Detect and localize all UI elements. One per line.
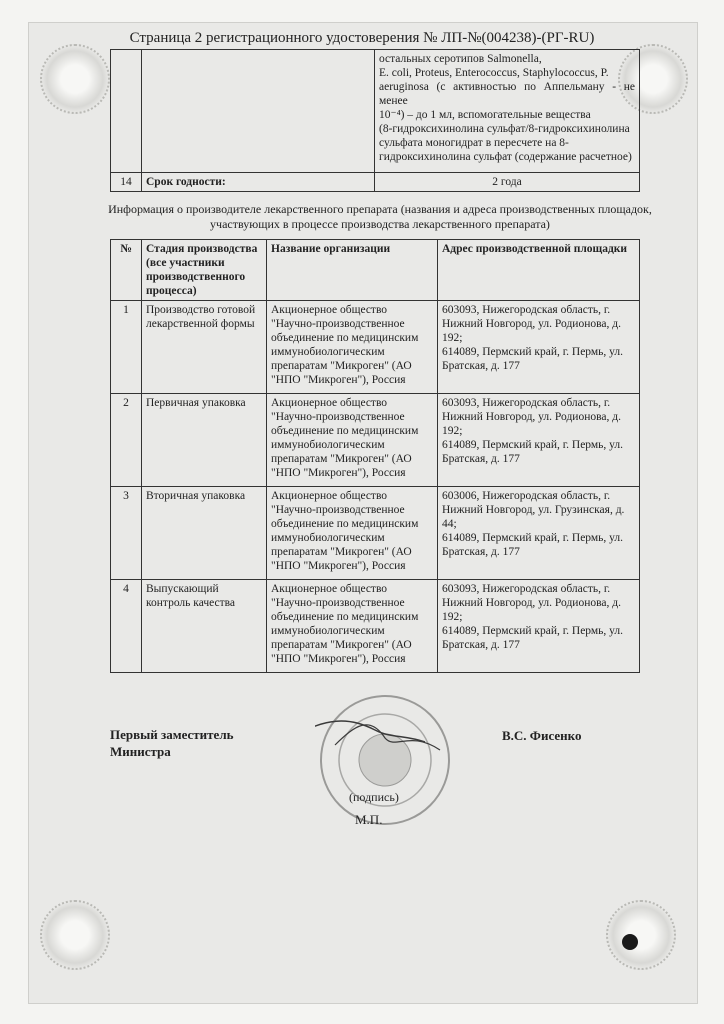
punch-hole — [622, 934, 638, 950]
signatory-name: В.С. Фисенко — [502, 728, 582, 743]
signatory-title: Первый заместитель Министра — [110, 727, 234, 759]
col-header-num: № — [111, 240, 142, 301]
manufacturer-table — [110, 239, 640, 673]
shelf-life-value: 2 года — [375, 173, 640, 192]
table-header-row — [111, 240, 640, 301]
composition-table — [110, 49, 640, 192]
signature-caption: (подпись) — [349, 790, 399, 804]
corner-rosette-ornament — [40, 900, 110, 970]
col-header-stage: Стадия производства (все участники производственного процесса) — [142, 240, 267, 301]
manufacturer-info-text: Информация о производителе лекарственного препарата (названия и адреса производственных площадок, участвующих в процессе производства лекарственного препарата) — [108, 202, 652, 231]
shelf-life-label: Срок годности: — [142, 173, 375, 192]
official-seal-stamp — [315, 690, 455, 830]
table-row — [111, 50, 640, 173]
corner-rosette-ornament — [606, 900, 676, 970]
table-row: 4 Выпускающий контроль качества Акционерное общество "Научно-производственное объединение по медицинским иммунобиологическим препаратам "Микроген" (АО "НПО "Микроген"), Россия 603093, Нижегородская область, г. Нижний Новгород, ул. Родионова, д. 192; 614089, Пермский край, г. Пермь, ул. Братская, д. 177 — [111, 580, 640, 673]
col-header-org: Название организации — [267, 240, 438, 301]
table-row: 3 Вторичная упаковка Акционерное общество "Научно-производственное объединение по медицинским иммунобиологическим препаратам "Микроген" (АО "НПО "Микроген"), Россия 603006, Нижегородская область, г. Нижний Новгород, ул. Грузинская, д. 44; 614089, Пермский край, г. Пермь, ул. Братская, д. 177 — [111, 487, 640, 580]
corner-rosette-ornament — [40, 44, 110, 114]
row-number: 14 — [111, 173, 142, 192]
composition-continuation: остальных серотипов Salmonella, E. coli, Proteus, Enterococcus, Staphylococcus, P. aeruginosa (с активностью по Аппельману - не менее 10⁻⁴) – до 1 мл, вспомогательные вещества (8-гидроксихинолина сульфат/8-гидроксихинолина сульфата моногидрат в пересчете на 8- гидроксихинолина сульфат (содержание расчетное) — [375, 50, 640, 173]
col-header-address: Адрес производственной площадки — [438, 240, 640, 301]
table-row: 2 Первичная упаковка Акционерное общество "Научно-производственное объединение по медицинским иммунобиологическим препаратам "Микроген" (АО "НПО "Микроген"), Россия 603093, Нижегородская область, г. Нижний Новгород, ул. Родионова, д. 192; 614089, Пермский край, г. Пермь, ул. Братская, д. 177 — [111, 394, 640, 487]
table-row — [111, 173, 640, 192]
page-header: Страница 2 регистрационного удостоверения № ЛП-№(004238)-(РГ-RU) — [129, 30, 595, 46]
table-row: 1 Производство готовой лекарственной формы Акционерное общество "Научно-производственное объединение по медицинским иммунобиологическим препаратам "Микроген" (АО "НПО "Микроген"), Россия 603093, Нижегородская область, г. Нижний Новгород, ул. Родионова, д. 192; 614089, Пермский край, г. Пермь, ул. Братская, д. 177 — [111, 301, 640, 394]
stamp-place-label: М.П. — [355, 812, 383, 827]
